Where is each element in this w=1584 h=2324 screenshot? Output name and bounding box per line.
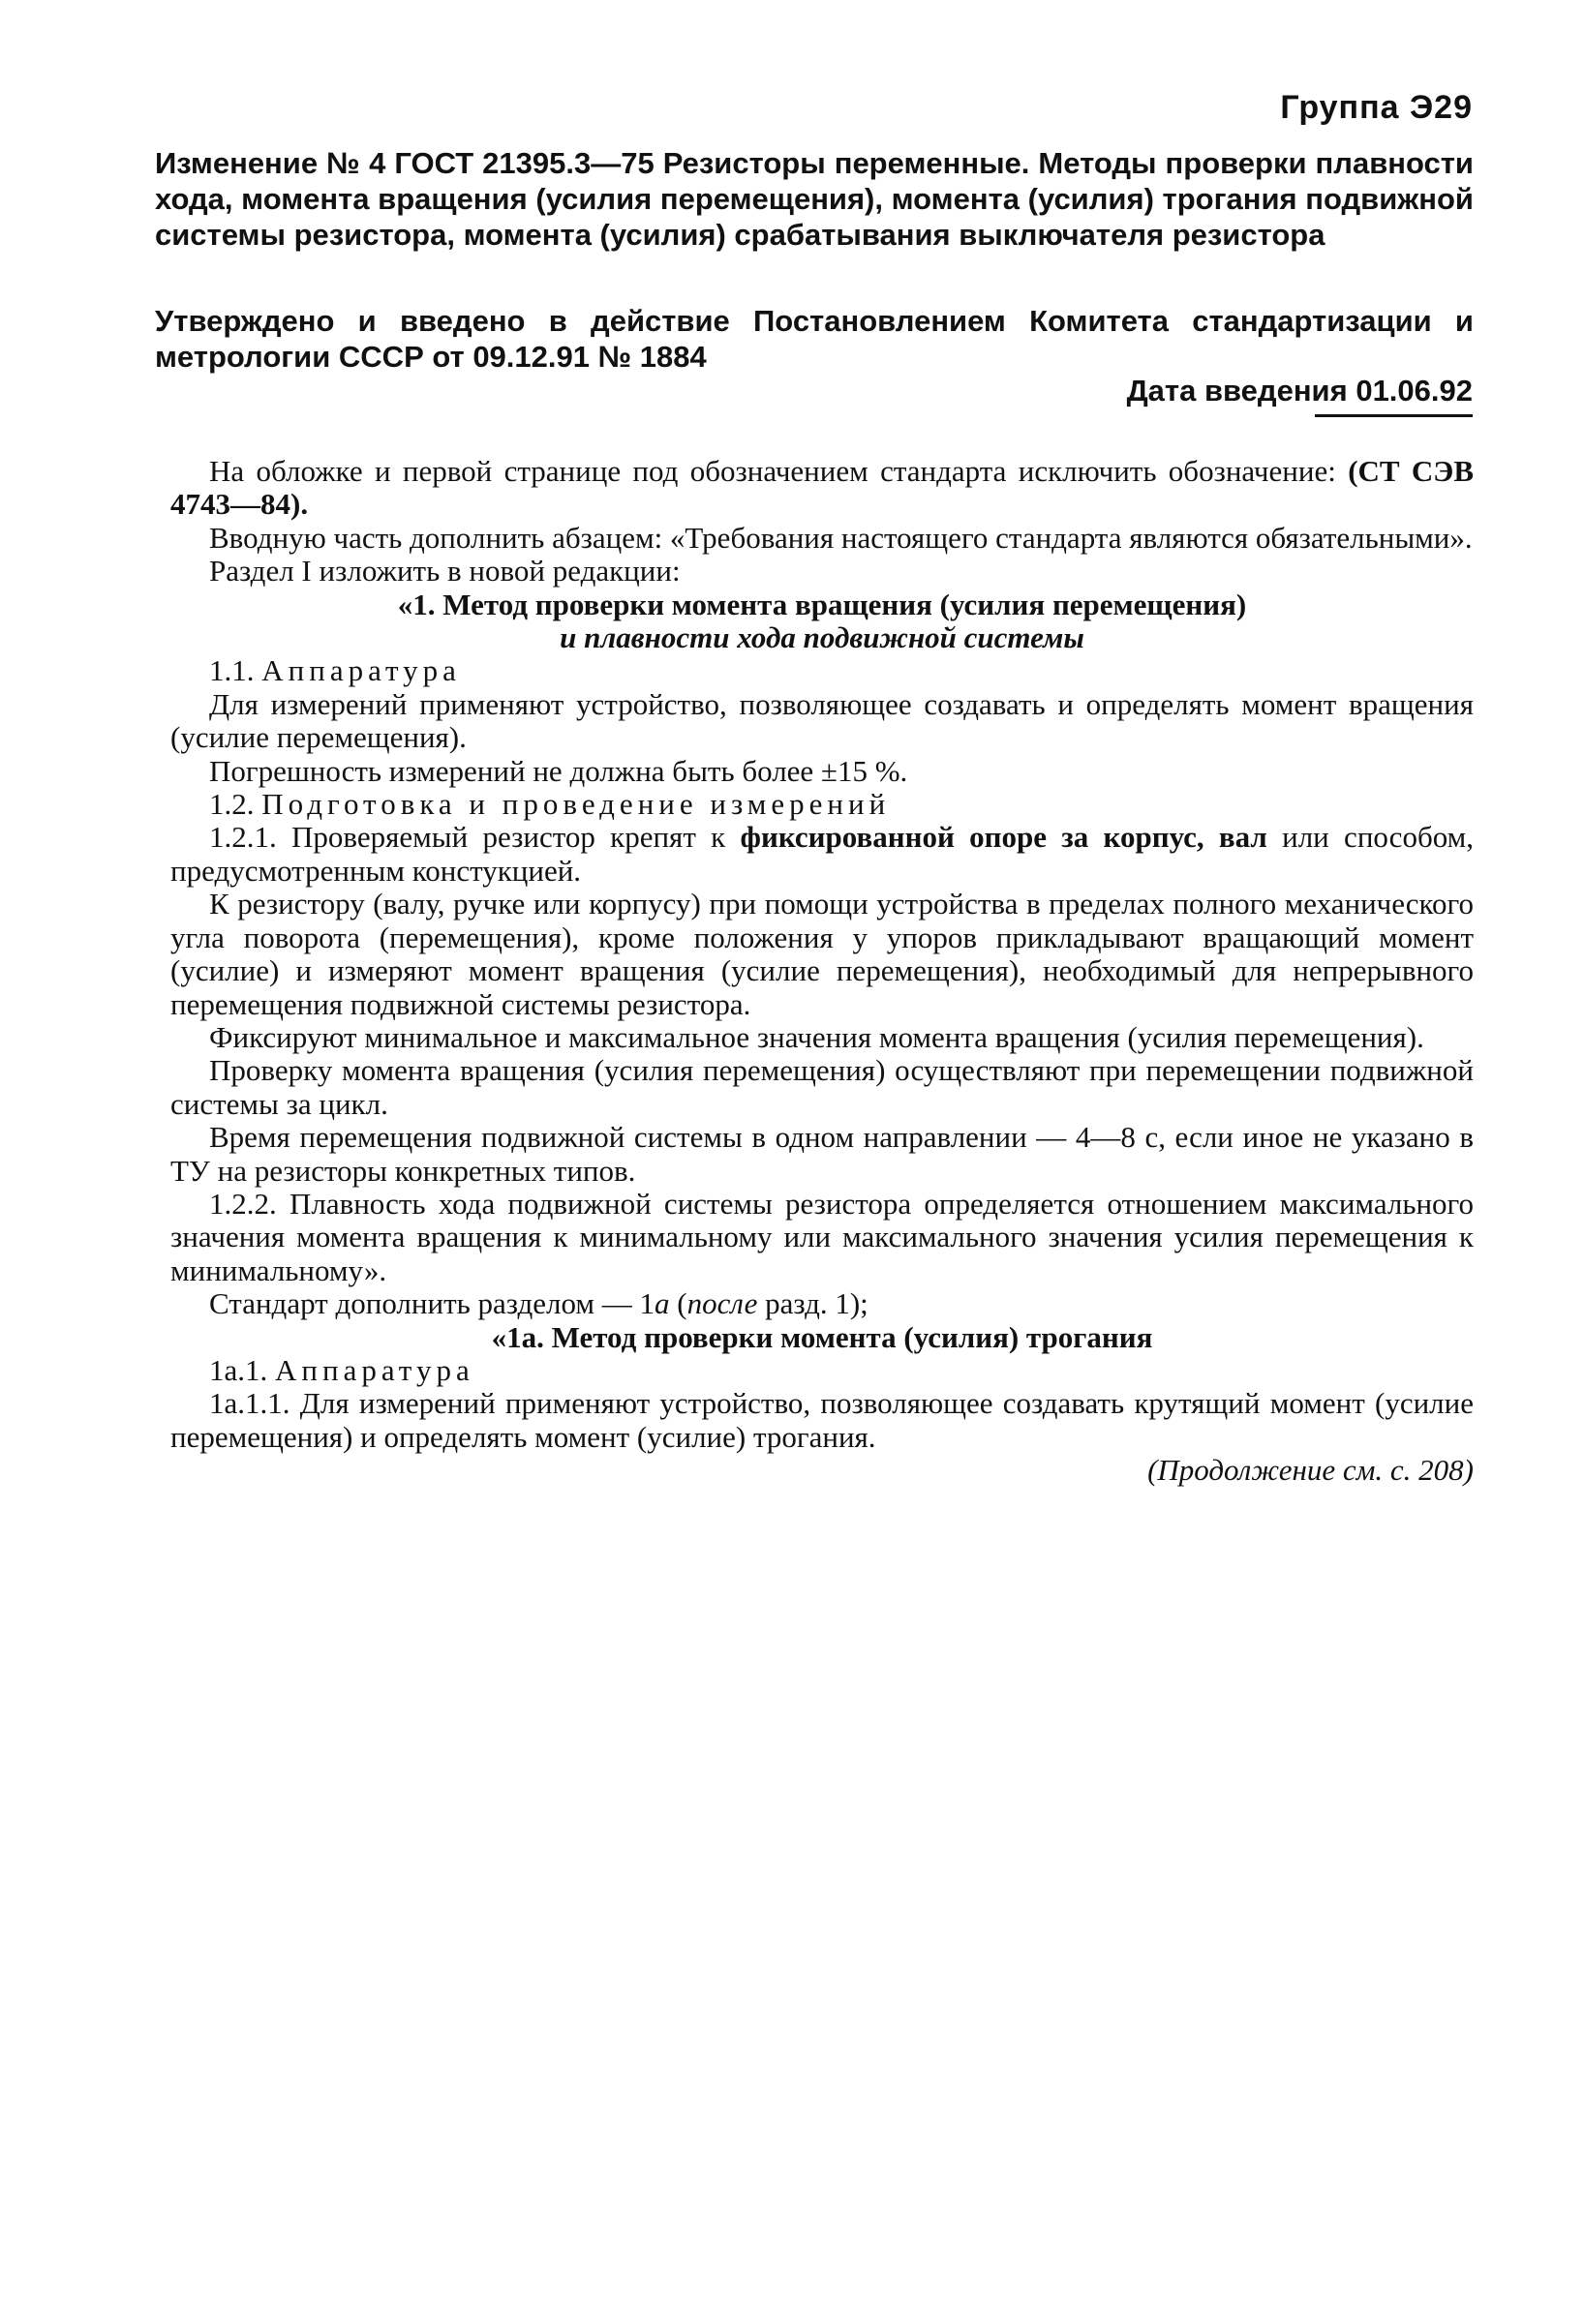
- subsection-number: 1.1.: [209, 653, 255, 688]
- subsection-title: Подготовка и проведение измерений: [261, 787, 891, 822]
- group-label: Группа Э29: [1280, 89, 1473, 126]
- approval-statement: Утверждено и введено в действие Постановлением Комитета стандартизации и метрологии СССР от 09.12.91 № 1884: [155, 304, 1474, 374]
- section-1a-heading: «1а. Метод проверки момента (усилия) трогания: [491, 1319, 1153, 1354]
- paragraph-italic-text: после: [686, 1286, 758, 1321]
- paragraph-bold-text: (СТ СЭВ 4743—84).: [170, 454, 1474, 522]
- paragraph-text: На обложке и первой странице под обозначением стандарта исключить обозначение:: [209, 454, 1349, 488]
- paragraph-text: Стандарт дополнить разделом — 1: [209, 1286, 655, 1321]
- paragraph-bold-text: фиксированной опоре за корпус, вал: [740, 820, 1267, 855]
- subsection-number: 1.2.: [209, 787, 255, 822]
- continued-note: (Продолжение см. с. 208): [1147, 1453, 1474, 1488]
- effective-date-label: Дата введения: [1126, 374, 1348, 407]
- paragraph-text: (: [669, 1286, 687, 1321]
- subsection-title: Аппаратура: [275, 1352, 474, 1387]
- subsection-1-1-heading: [170, 654, 1474, 687]
- document-body: [170, 455, 1474, 1488]
- paragraph-cycle: Проверку момента вращения (усилия перемещения) осуществляют при перемещении подвижной системы за цикл.: [170, 1053, 1474, 1121]
- paragraph-section-edit: Раздел I изложить в новой редакции:: [209, 554, 681, 589]
- effective-date: [1127, 374, 1473, 408]
- paragraph-add-section: [170, 1287, 1474, 1320]
- effective-date-value: 01.06.92: [1356, 374, 1473, 407]
- section-1-heading-line1: «1. Метод проверки момента вращения (усилия перемещения): [397, 587, 1247, 621]
- paragraph-intro: Вводную часть дополнить абзацем: «Требования настоящего стандарта являются обязательными».: [209, 520, 1473, 555]
- subsection-number: 1а.1.: [209, 1352, 268, 1387]
- paragraph-italic-text: а: [654, 1286, 670, 1321]
- paragraph-time: Время перемещения подвижной системы в одном направлении — 4—8 с, если иное не указано в ТУ на резисторы конкретных типов.: [170, 1120, 1474, 1188]
- paragraph-1a-1-1: 1а.1.1. Для измерений применяют устройство, позволяющее создавать крутящий момент (усилие перемещения) и определять момент (усилие) трогания.: [170, 1386, 1474, 1454]
- paragraph-1-2-2: 1.2.2. Плавность хода подвижной системы резистора определяется отношением максимального значения момента вращения к минимальному или максимального значения усилия перемещения к минимальному».: [170, 1186, 1474, 1287]
- paragraph-equipment: Для измерений применяют устройство, позволяющее создавать и определять момент вращения (усилие перемещения).: [170, 686, 1474, 755]
- paragraph-cover: [170, 455, 1474, 522]
- section-1-heading-line2: и плавности хода подвижной системы: [560, 620, 1084, 655]
- subsection-title: Аппаратура: [261, 653, 461, 688]
- date-underline: [1315, 414, 1473, 417]
- paragraph-error: Погрешность измерений не должна быть более ±15 %.: [209, 753, 908, 788]
- paragraph-text: или способом, предусмотренным констукцией.: [170, 820, 1474, 888]
- paragraph-text: разд. 1);: [757, 1286, 868, 1321]
- amendment-title: Изменение № 4 ГОСТ 21395.3—75 Резисторы переменные. Методы проверки плавности хода, момента вращения (усилия перемещения), момента (усилия) трогания подвижной системы резистора, момента (усилия) срабатывания выключателя резистора: [155, 146, 1474, 252]
- paragraph-procedure: К резистору (валу, ручке или корпусу) при помощи устройства в пределах полного механического угла поворота (перемещения), кроме положения у упоров прикладывают вращающий момент (усилие) и измеряют момент вращения (усилие перемещения), необходимый для непрерывного перемещения подвижной системы резистора.: [170, 887, 1474, 1021]
- subsection-1a-1-heading: [170, 1354, 1474, 1387]
- paragraph-1-2-1: [170, 821, 1474, 888]
- subsection-1-2-heading: [170, 788, 1474, 821]
- paragraph-record: Фиксируют минимальное и максимальное значения момента вращения (усилия перемещения).: [209, 1019, 1424, 1054]
- paragraph-text: 1.2.1. Проверяемый резистор крепят к: [209, 820, 741, 855]
